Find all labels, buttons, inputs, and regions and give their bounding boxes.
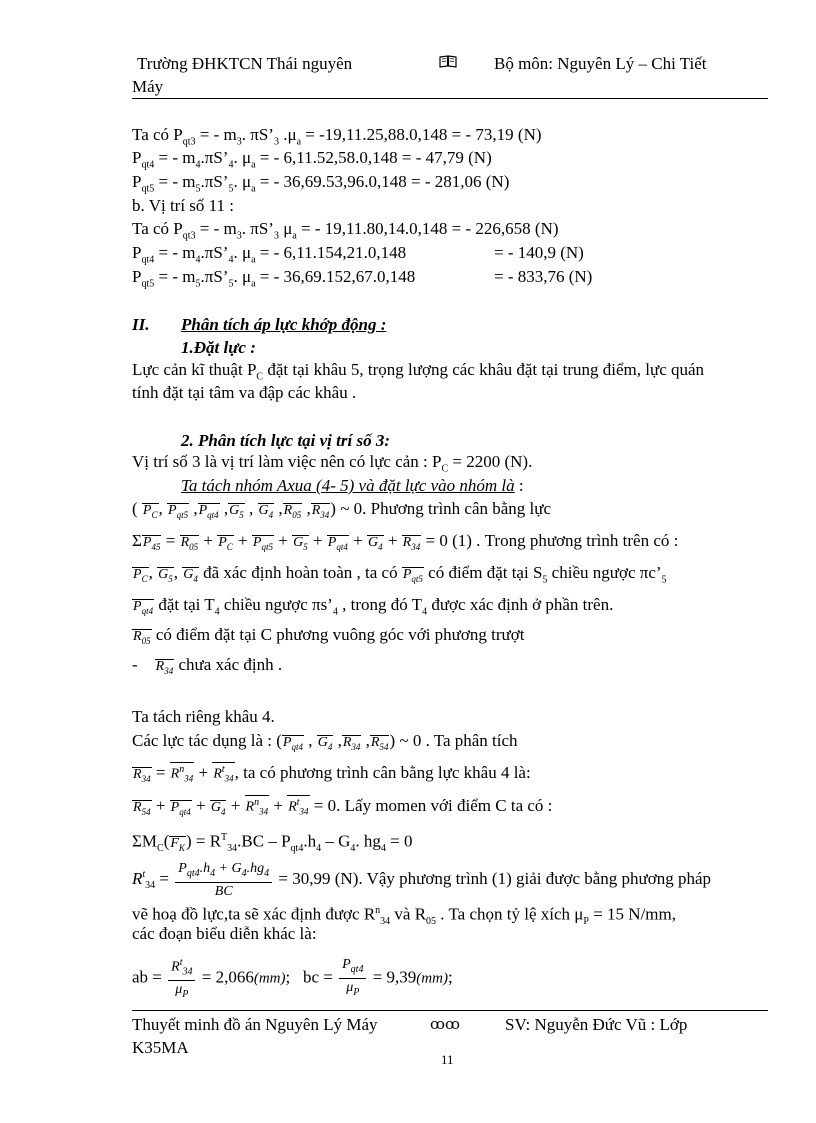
equation-known-forces: $P_C$, $G_5$, $G_4$ đã xác định hoàn toàn , ta có $P_{qt5}$ có điểm đặt tại $S_5$ chiều ngược $\pi c’_5$ — [133, 563, 667, 586]
paragraph-khau4-forces: Các lực tác dụng là : ($P_{qt4}$ , $G_4$ $,R_{34}$ $,R_{54}$) ~ 0 . Ta phân tích — [132, 731, 518, 752]
paragraph-1-line1: Lực cản kĩ thuật $P_C$ đặt tại khâu 5, trọng lượng các khâu đặt tại trung điểm, lực quán — [132, 360, 705, 383]
line-pqt5-pos11: $P_{qt5}$ = - $m_5.\pi S’_5$. $\mu_a$ = - 36,69.152,67.0,148 — [132, 267, 416, 290]
line-pqt3-pos10: Ta có $P_{qt3}$ = - $m_3$. $\pi S’_3$ $.\mu_a = -19,11.25,88.0,148$ = - 73,19 (N) — [132, 125, 542, 148]
subheading-position-11: b. Vị trí số 11 : — [132, 196, 235, 215]
equation-ab-bc: ab = $\frac{R^t_{34}}{\mu_P}$ = 2,066(mm); bc = $\frac{P_{qt4}}{\mu_P}$ = 9,39(mm); — [132, 954, 453, 1003]
equation-khau4-balance: $R_{54} + P_{qt4} + G_4 + R^n_{34} + R^t_{34} = 0$. Lấy momen với điểm C ta có : — [133, 796, 553, 817]
line-pqt3-pos11: Ta có $P_{qt3}$ = - $m_3$. $\pi S’_3$ $\mu_a$ = - 19,11.80,14.0,148 = - 226,658 (N) — [132, 219, 559, 242]
subsection-1-title: 1.Đặt lực : — [181, 338, 256, 357]
line-pqt4-pos10: $P_{qt4}$ = - $m_4.\pi S’_4$. $\mu_a$ = - 6,11.52,58.0,148 = - 47,79 (N) — [132, 148, 492, 171]
equation-r05-point: $R_{05}$ có điểm đặt tại C phương vuông góc với phương trượt — [133, 625, 525, 646]
footer-class: K35MA — [132, 1038, 189, 1057]
paragraph-segments: các đoạn biểu diễn khác là: — [132, 924, 317, 943]
subsection-2-title: 2. Phân tích lực tại vị trí số 3: — [181, 431, 390, 450]
footer-student: SV: Nguyễn Đức Vũ : Lớp — [505, 1015, 688, 1034]
line-pqt4-pos11: $P_{qt4}$ = - $m_4.\pi S’_4$. $\mu_a$ = - 6,11.154,21.0,148 — [132, 243, 407, 266]
footer-title: Thuyết minh đồ án Nguyên Lý Máy — [132, 1015, 378, 1034]
header-school: Trường ĐHKTCN Thái nguyên — [137, 54, 353, 73]
equation-balance-1: $\Sigma P_{45} = R_{05} + P_C + P_{qt5} + G_5 + P_{qt4} + G_4 + R_{34} = 0$ (1) . Trong phương trình trên có : — [132, 531, 679, 552]
equation-r34-unknown: - $R_{34}$ chưa xác định . — [132, 655, 283, 676]
paragraph-khau4-intro: Ta tách riêng khâu 4. — [132, 707, 275, 726]
equation-force-set: ( $P_C$, $P_{qt5}$ $,P_{qt4}$ $,G_5$ , $G_4$ $,R_{05}$ $,R_{34}$) ~ 0. Phương trình cân bằng lực — [132, 499, 552, 520]
book-icon — [439, 55, 457, 68]
paragraph-scale: vẽ hoạ đồ lực,ta sẽ xác định được $R^n_{34}$ và $R_{05}$ . Ta chọn tỷ lệ xích $\mu_P = 15$ N/mm, — [132, 904, 677, 928]
paragraph-3: Ta tách nhóm Axua (4- 5) và đặt lực vào nhóm là : — [181, 476, 524, 495]
header-department: Bộ môn: Nguyên Lý – Chi Tiết — [494, 54, 707, 73]
header-continuation: Máy — [132, 77, 164, 96]
paragraph-2: Vị trí số 3 là vị trí làm việc nên có lực cản : $P_C = 2200$ (N). — [132, 452, 533, 475]
page-number: 11 — [441, 1052, 454, 1067]
paragraph-1-line2: tính đặt tại tâm va đập các khâu . — [132, 383, 357, 402]
header-rule — [132, 98, 768, 99]
equation-pqt4-point: $P_{qt4}$ đặt tại $T_4$ chiều ngược $\pi s’_4$ , trong đó $T_4$ được xác định ở phần trên. — [133, 595, 614, 618]
section-title: Phân tích áp lực khớp động : — [181, 315, 387, 334]
equation-moment: $\Sigma M_C(F_K) = R^T_{34}.BC - P_{qt4}.h_4 - G_4$. $hg_4 = 0$ — [132, 831, 413, 855]
line-pqt5-pos10: $P_{qt5}$ = - $m_5.\pi S’_5$. $\mu_a$ = - 36,69.53,96.0,148 = - 281,06 (N) — [132, 172, 510, 195]
section-number: II. — [132, 315, 150, 334]
equation-r34-decompose: $R_{34} = R^n_{34} + R^t_{34}$, ta có phương trình cân bằng lực khâu 4 là: — [133, 763, 531, 784]
result-pqt5-pos11: = - 833,76 (N) — [494, 267, 593, 286]
footer-rule — [132, 1010, 768, 1011]
result-pqt4-pos11: = - 140,9 (N) — [494, 243, 584, 262]
footer-ornament: ꝏꝏ — [430, 1017, 460, 1033]
equation-rt34-result: $R^t_{34}$ = $\frac{P_{qt4}.h_4 + G_4.hg_4}{BC}$ = 30,99 (N). Vậy phương trình (1) giải được bằng phương pháp — [132, 861, 712, 899]
